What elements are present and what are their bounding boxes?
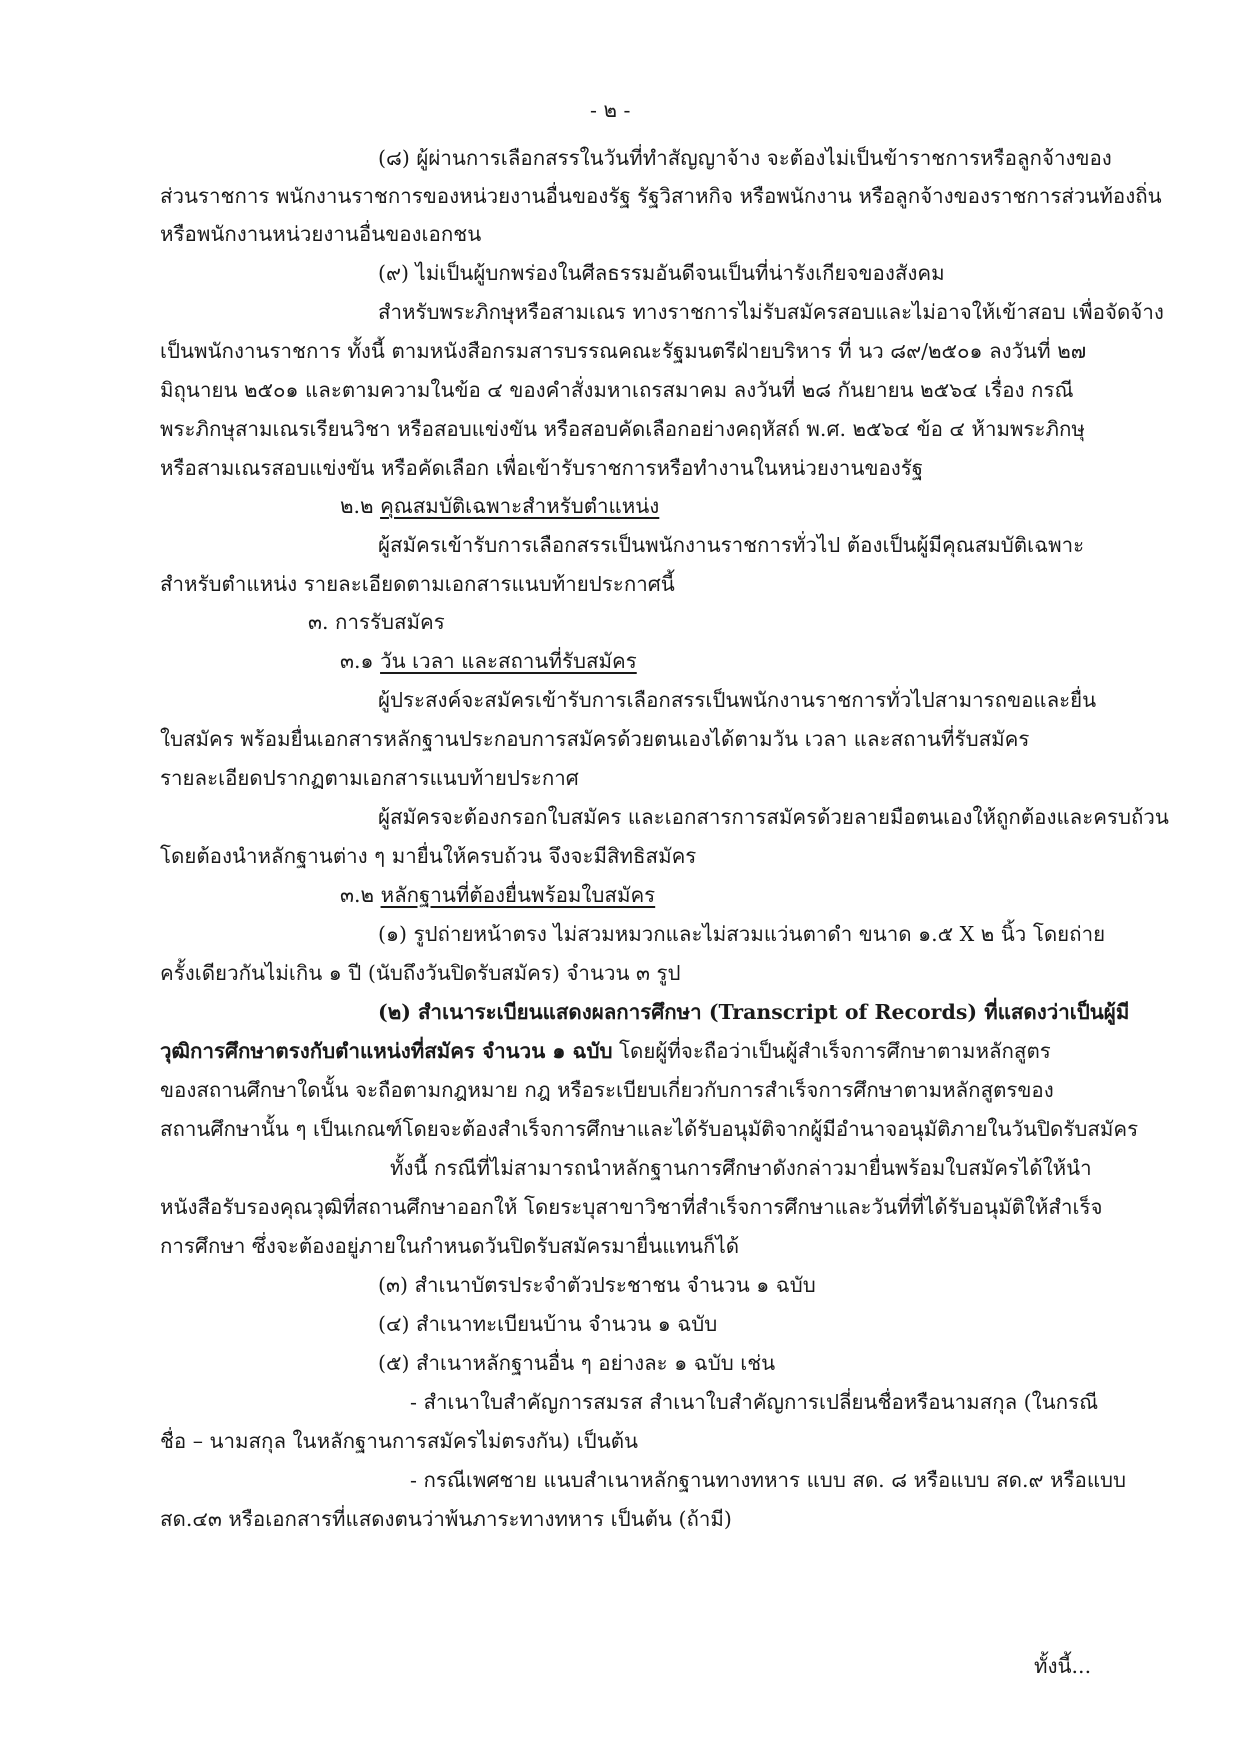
section-3-1-line-3: รายละเอียดปรากฏตามเอกสารแนบท้ายประกาศ: [160, 766, 579, 790]
clause-8-line-2: ส่วนราชการ พนักงานราชการของหน่วยงานอื่นของรัฐ รัฐวิสาหกิจ หรือพนักงาน หรือลูกจ้างของราชการส่วนท้องถิ่น: [160, 184, 1162, 208]
section-2-2-line-2: สำหรับตำแหน่ง รายละเอียดตามเอกสารแนบท้ายประกาศนี้: [160, 572, 675, 596]
continuation-text: ทั้งนี้...: [1034, 1654, 1092, 1678]
section-2-2-line-1: ผู้สมัครเข้ารับการเลือกสรรเป็นพนักงานราชการทั่วไป ต้องเป็นผู้มีคุณสมบัติเฉพาะ: [378, 533, 1085, 557]
monk-para-line-5: หรือสามเณรสอบแข่งขัน หรือคัดเลือก เพื่อเข้ารับราชการหรือทำงานในหน่วยงานของรัฐ: [160, 456, 924, 480]
section-3-2-number: ๓.๒: [340, 883, 381, 907]
clause-9: (๙) ไม่เป็นผู้บกพร่องในศีลธรรมอันดีจนเป็นที่น่ารังเกียจของสังคม: [378, 261, 945, 285]
section-2-2-title: คุณสมบัติเฉพาะสำหรับตำแหน่ง: [380, 494, 660, 518]
item-2-line-4: สถานศึกษานั้น ๆ เป็นเกณฑ์โดยจะต้องสำเร็จการศึกษาและได้รับอนุมัติจากผู้มีอำนาจอนุมัติภายในวันปิดรับสมัคร: [160, 1117, 1139, 1141]
item-3: (๓) สำเนาบัตรประจำตัวประชาชน จำนวน ๑ ฉบับ: [378, 1273, 816, 1297]
clause-8-line-1: (๘) ผู้ผ่านการเลือกสรรในวันที่ทำสัญญาจ้าง จะต้องไม่เป็นข้าราชการหรือลูกจ้างของ: [378, 146, 1112, 170]
item-5-sub-1-line-2: ชื่อ – นามสกุล ในหลักฐานการสมัครไม่ตรงกัน) เป็นต้น: [160, 1429, 639, 1453]
section-3-1-line-1: ผู้ประสงค์จะสมัครเข้ารับการเลือกสรรเป็นพนักงานราชการทั่วไปสามารถขอและยื่น: [378, 688, 1097, 712]
item-1-line-2: ครั้งเดียวกันไม่เกิน ๑ ปี (นับถึงวันปิดรับสมัคร) จำนวน ๓ รูป: [160, 961, 681, 985]
item-5-sub-2-line-1: - กรณีเพศชาย แนบสำเนาหลักฐานทางทหาร แบบ สด. ๘ หรือแบบ สด.๙ หรือแบบ: [410, 1468, 1127, 1492]
section-3-1-number: ๓.๑: [340, 649, 381, 673]
monk-para-line-4: พระภิกษุสามเณรเรียนวิชา หรือสอบแข่งขัน หรือสอบคัดเลือกอย่างคฤหัสถ์ พ.ศ. ๒๕๖๔ ข้อ ๔ ห้ามพระภิกษุ: [160, 417, 1085, 441]
item-2-line-3: ของสถานศึกษาใดนั้น จะถือตามกฎหมาย กฎ หรือระเบียบเกี่ยวกับการสำเร็จการศึกษาตามหลักสูตรของ: [160, 1078, 1054, 1102]
section-3-1-title: วัน เวลา และสถานที่รับสมัคร: [380, 649, 637, 673]
note-line-2: หนังสือรับรองคุณวุฒิที่สถานศึกษาออกให้ โดยระบุสาขาวิชาที่สำเร็จการศึกษาและวันที่ที่ได้รับอนุมัติให้สำเร็จ: [160, 1195, 1103, 1219]
section-3-1-line-4: ผู้สมัครจะต้องกรอกใบสมัคร และเอกสารการสมัครด้วยลายมือตนเองให้ถูกต้องและครบถ้วน: [378, 805, 1169, 829]
item-2-rest: โดยผู้ที่จะถือว่าเป็นผู้สำเร็จการศึกษาตามหลักสูตร: [612, 1039, 1051, 1063]
item-2-line-2: [160, 1035, 1051, 1067]
section-3-1-heading: [340, 645, 637, 677]
note-line-1: ทั้งนี้ กรณีที่ไม่สามารถนำหลักฐานการศึกษาดังกล่าวมายื่นพร้อมใบสมัครได้ให้นำ: [390, 1156, 1092, 1180]
item-1-line-1: (๑) รูปถ่ายหน้าตรง ไม่สวมหมวกและไม่สวมแว่นตาดำ ขนาด ๑.๕ X ๒ นิ้ว โดยถ่าย: [378, 922, 1106, 946]
item-5: (๕) สำเนาหลักฐานอื่น ๆ อย่างละ ๑ ฉบับ เช่น: [378, 1351, 776, 1375]
section-3-1-line-2: ใบสมัคร พร้อมยื่นเอกสารหลักฐานประกอบการสมัครด้วยตนเองได้ตามวัน เวลา และสถานที่รับสมัคร: [160, 727, 1030, 751]
item-5-sub-1-line-1: - สำเนาใบสำคัญการสมรส สำเนาใบสำคัญการเปลี่ยนชื่อหรือนามสกุล (ในกรณี: [410, 1390, 1099, 1414]
item-5-sub-2-line-2: สด.๔๓ หรือเอกสารที่แสดงตนว่าพ้นภาระทางทหาร เป็นต้น (ถ้ามี): [160, 1507, 732, 1531]
page-number: - ๒ -: [590, 98, 631, 122]
section-2-2-number: ๒.๒: [340, 494, 381, 518]
item-2-line-1: (๒) สำเนาระเบียนแสดงผลการศึกษา (Transcript of Records) ที่แสดงว่าเป็นผู้มี: [378, 1000, 1130, 1024]
monk-para-line-1: สำหรับพระภิกษุหรือสามเณร ทางราชการไม่รับสมัครสอบและไม่อาจให้เข้าสอบ เพื่อจัดจ้าง: [378, 300, 1164, 324]
item-2-bold-part: วุฒิการศึกษาตรงกับตำแหน่งที่สมัคร จำนวน ๑ ฉบับ: [160, 1039, 613, 1063]
section-2-2-heading: [340, 490, 659, 522]
monk-para-line-2: เป็นพนักงานราชการ ทั้งนี้ ตามหนังสือกรมสารบรรณคณะรัฐมนตรีฝ่ายบริหาร ที่ นว ๘๙/๒๕๐๑ ลงวันที่ ๒๗: [160, 339, 1087, 363]
note-line-3: การศึกษา ซึ่งจะต้องอยู่ภายในกำหนดวันปิดรับสมัครมายื่นแทนก็ได้: [160, 1234, 740, 1258]
monk-para-line-3: มิถุนายน ๒๕๐๑ และตามความในข้อ ๔ ของคำสั่งมหาเถรสมาคม ลงวันที่ ๒๘ กันยายน ๒๕๖๔ เรื่อง กรณี: [160, 378, 1074, 402]
item-4: (๔) สำเนาทะเบียนบ้าน จำนวน ๑ ฉบับ: [378, 1312, 718, 1336]
section-3-heading: ๓. การรับสมัคร: [308, 610, 445, 634]
section-3-2-heading: [340, 879, 655, 911]
section-3-2-title: หลักฐานที่ต้องยื่นพร้อมใบสมัคร: [380, 883, 656, 907]
clause-8-line-3: หรือพนักงานหน่วยงานอื่นของเอกชน: [160, 222, 482, 246]
section-3-1-line-5: โดยต้องนำหลักฐานต่าง ๆ มายื่นให้ครบถ้วน จึงจะมีสิทธิสมัคร: [160, 844, 697, 868]
